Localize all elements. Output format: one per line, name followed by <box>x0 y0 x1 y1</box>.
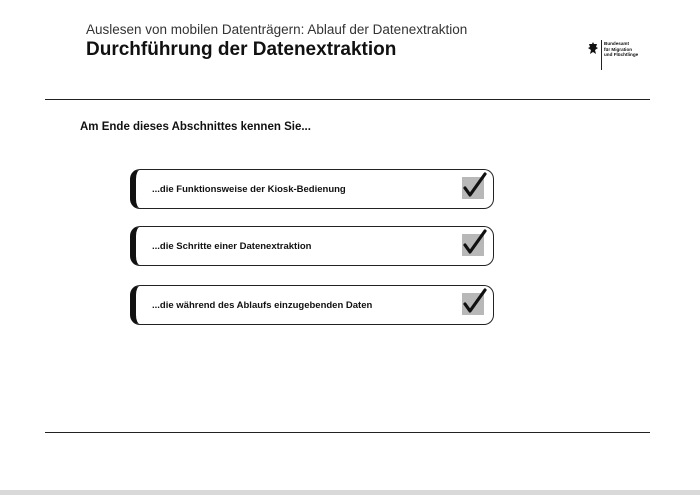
federal-eagle-icon <box>588 42 598 56</box>
objective-label: ...die Funktionsweise der Kiosk-Bedienung <box>152 184 346 195</box>
slide-subtitle: Auslesen von mobilen Datenträgern: Ablauf der Datenextraktion <box>86 22 468 37</box>
logo-line: für Migration <box>604 46 633 52</box>
page-edge <box>0 490 700 495</box>
footer-divider <box>45 432 650 433</box>
objective-item-3 <box>130 285 494 325</box>
checkmark-icon <box>462 234 484 256</box>
header-divider <box>45 99 650 100</box>
objective-item-1 <box>130 169 494 209</box>
intro-text: Am Ende dieses Abschnittes kennen Sie... <box>80 121 311 133</box>
objective-item-2 <box>130 226 494 266</box>
objective-label: ...die während des Ablaufs einzugebenden Daten <box>152 300 373 311</box>
objective-label: ...die Schritte einer Datenextraktion <box>152 241 312 252</box>
logo-line: und Flüchtlinge <box>604 52 639 58</box>
logo-line: Bundesamt <box>604 41 630 46</box>
logo-divider <box>601 40 602 70</box>
checkmark-icon <box>462 177 484 199</box>
logo-text <box>604 41 638 58</box>
bamf-logo <box>588 38 648 72</box>
checkmark-icon <box>462 293 484 315</box>
slide-title: Durchführung der Datenextraktion <box>86 39 397 60</box>
